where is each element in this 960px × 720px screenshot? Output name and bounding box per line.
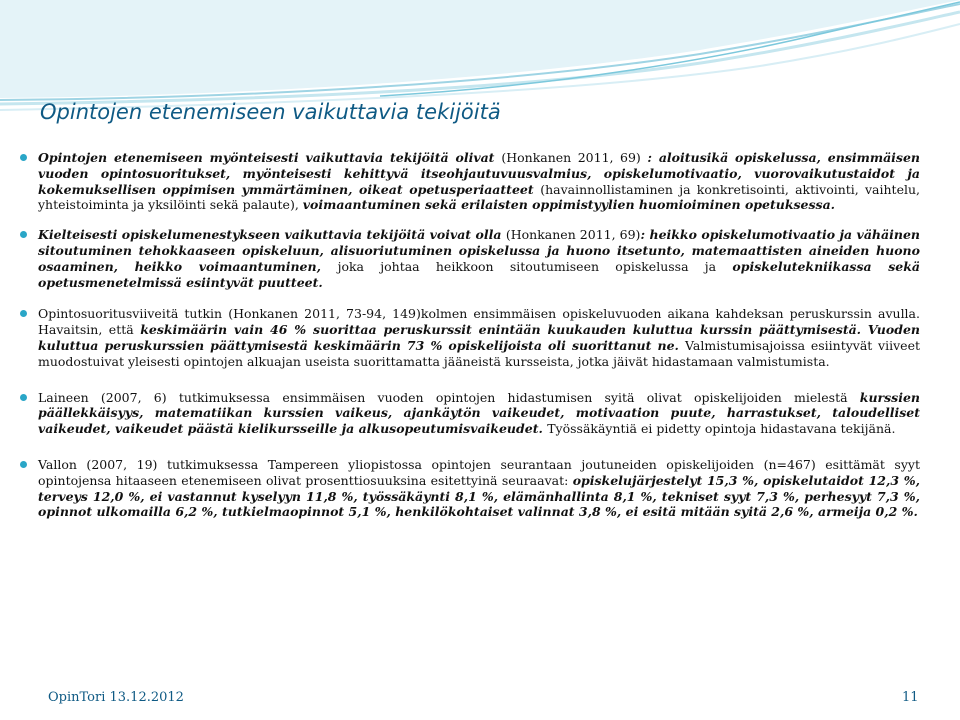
text-segment: (havainnollistaminen ja konkretisointi, aktivointi, vaihtelu, yhteistoiminta ja yksilöinti sekä palaute), bbox=[38, 181, 920, 213]
text-segment: kurssien päällekkäisyys, matematiikan kurssien vaikeus, ajankäytön vaikeudet, motivaation puute, harrastukset, taloudelliset vaikeudet, vaikeudet päästä kielikursseille ja alkusopeutumisvaikeudet. bbox=[38, 389, 920, 437]
text-segment: : aloitusikä opiskelussa, ensimmäisen vuoden opintosuoritukset, myönteisesti kehittyvä itseohjautuvuusvalmius, opiskelumotivaatio, vuorovaikutustaidot ja kokemuksellisen oppimisen ymmärtäminen, oikeat opetusperiaatteet bbox=[38, 150, 920, 197]
text-segment: opiskelujärjestelyt 15,3 %, opiskelutaidot 12,3 %, terveys 12,0 %, ei vastannut kyselyyn 11,8 %, työssäkäynti 8,1 %, elämänhallinta 8,1 %, tekniset syyt 7,3 %, perhesyyt 7,3 %, opinnot ulkomailla 6,2 %, tutkielmaopinnot 5,1 %, henkilökohtaiset valinnat 3,8 %, ei esitä mitään syitä 2,6 %, armeija 0,2 %. bbox=[38, 472, 920, 520]
bullet-icon bbox=[20, 310, 27, 317]
bullet-icon bbox=[20, 461, 27, 468]
slide-number: 11 bbox=[902, 690, 919, 705]
bullet-icon bbox=[20, 154, 27, 161]
text-segment: keskimäärin vain 46 % suorittaa peruskurssit enintään kuukauden kuluttua kurssin päättymisestä. Vuoden kuluttua peruskurssien päättymisestä keskimäärin 73 % opiskelijoista oli suorittanut ne. bbox=[38, 322, 921, 353]
bullet-item bbox=[20, 390, 920, 437]
footer-text: OpinTori 13.12.2012 bbox=[48, 690, 184, 705]
slide-title: Opintojen etenemiseen vaikuttavia tekijöitä bbox=[40, 100, 501, 124]
text-segment: Kielteisesti opiskelumenestykseen vaikuttavia tekijöitä voivat olla bbox=[38, 227, 506, 243]
text-segment: Vallon (2007, 19) tutkimuksessa Tampereen yliopistossa opintojen seurantaan joutuneiden opiskelijoiden (n=467) esittämät syyt opintojensa hitaaseen etenemiseen olivat prosenttiosuuksina esitettyinä seuraavat: bbox=[38, 456, 920, 488]
text-segment: voimaantuminen sekä erilaisten oppimistyylien huomioiminen opetuksessa. bbox=[302, 197, 836, 213]
bullet-icon bbox=[20, 231, 27, 238]
text-segment: joka johtaa heikkoon sitoutumiseen opiskelussa ja bbox=[337, 258, 733, 274]
slide-content bbox=[20, 150, 920, 520]
text-segment: opiskelutekniikassa sekä opetusmenetelmissä esiintyvät puutteet. bbox=[38, 258, 920, 290]
bullet-item bbox=[20, 227, 920, 290]
text-segment: (Honkanen 2011, 69) bbox=[501, 150, 648, 165]
text-segment: Työssäkäyntiä ei pidetty opintoja hidastavana tekijänä. bbox=[547, 421, 896, 437]
bullet-item bbox=[20, 457, 920, 520]
text-segment: Laineen (2007, 6) tutkimuksessa ensimmäisen vuoden opintojen hidastumisen syitä olivat opiskelijoiden mielestä bbox=[38, 389, 860, 405]
bullet-icon bbox=[20, 394, 27, 401]
text-segment: Opintojen etenemiseen myönteisesti vaikuttavia tekijöitä olivat bbox=[38, 150, 502, 165]
bullet-item bbox=[20, 150, 920, 213]
text-segment: : heikko opiskelumotivaatio ja vähäinen sitoutuminen tehokkaaseen opiskeluun, alisuoriutuminen opiskelussa ja huono itsetunto, matemaattisten aineiden huono osaaminen, heikko voimaantuminen, bbox=[38, 227, 920, 274]
bullet-item bbox=[20, 306, 920, 369]
text-segment: Valmistumisajoissa esiintyvät viiveet muodostuivat yleisesti opintojen alkuajan useista suorittamatta jääneistä kursseista, jotka jäivät hidastamaan valmistumista. bbox=[38, 337, 920, 369]
text-segment: (Honkanen 2011, 69) bbox=[505, 227, 641, 243]
text-segment: Opintosuoritusviiveitä tutkin (Honkanen 2011, 73-94, 149)kolmen ensimmäisen opiskeluvuoden aikana kahdeksan peruskurssin avulla. Havaitsin, että bbox=[38, 306, 920, 338]
